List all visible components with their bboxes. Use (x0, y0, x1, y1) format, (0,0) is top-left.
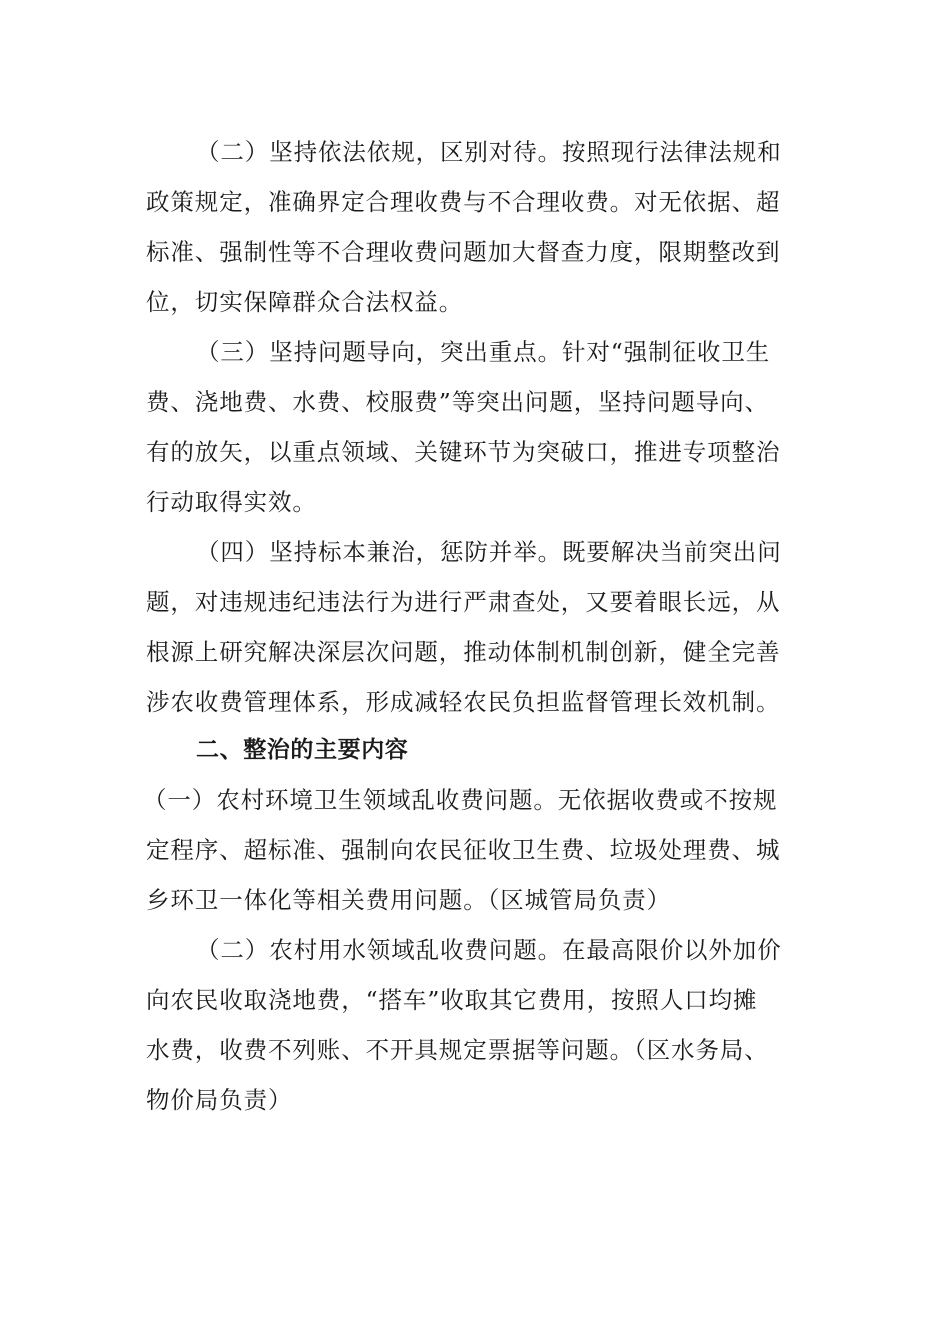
section-heading: 二、整治的主要内容 (196, 737, 409, 763)
item-1-line-1: （一）农村环境卫生领域乱收费问题。无依据收费或不按规 (143, 786, 778, 814)
paragraph-3-line-4: 行动取得实效。 (146, 488, 317, 516)
item-1-line-3: 乡环卫一体化等相关费用问题。（区城管局负责） (146, 886, 672, 914)
paragraph-4-line-1: （四）坚持标本兼治，惩防并举。既要解决当前突出问 (196, 538, 782, 566)
item-2-line-1: （二）农村用水领域乱收费问题。在最高限价以外加价 (196, 936, 782, 964)
item-2-line-4: 物价局负责） (146, 1086, 293, 1114)
paragraph-4-line-3: 根源上研究解决深层次问题，推动体制机制创新，健全完善 (146, 638, 781, 666)
paragraph-3-line-1: （三）坚持问题导向，突出重点。针对“强制征收卫生 (196, 338, 771, 366)
item-2-line-3: 水费，收费不列账、不开具规定票据等问题。（区水务局、 (146, 1036, 769, 1064)
paragraph-2-line-4: 位，切实保障群众合法权益。 (146, 288, 464, 316)
paragraph-3-line-2: 费、浇地费、水费、校服费”等突出问题，坚持问题导向、 (146, 388, 769, 416)
paragraph-2-line-3: 标准、强制性等不合理收费问题加大督查力度，限期整改到 (146, 238, 781, 266)
item-2-line-2: 向农民收取浇地费，“搭车”收取其它费用，按照人口均摊 (146, 986, 758, 1014)
paragraph-3-line-3: 有的放矢，以重点领域、关键环节为突破口，推进专项整治 (146, 438, 781, 466)
paragraph-2-line-1: （二）坚持依法依规，区别对待。按照现行法律法规和 (196, 138, 782, 166)
paragraph-2-line-2: 政策规定，准确界定合理收费与不合理收费。对无依据、超 (146, 188, 781, 216)
item-1-line-2: 定程序、超标准、强制向农民征收卫生费、垃圾处理费、城 (146, 836, 781, 864)
paragraph-4-line-4: 涉农收费管理体系，形成减轻农民负担监督管理长效机制。 (146, 688, 781, 716)
paragraph-4-line-2: 题，对违规违纪违法行为进行严肃查处，又要着眼长远，从 (146, 588, 781, 616)
